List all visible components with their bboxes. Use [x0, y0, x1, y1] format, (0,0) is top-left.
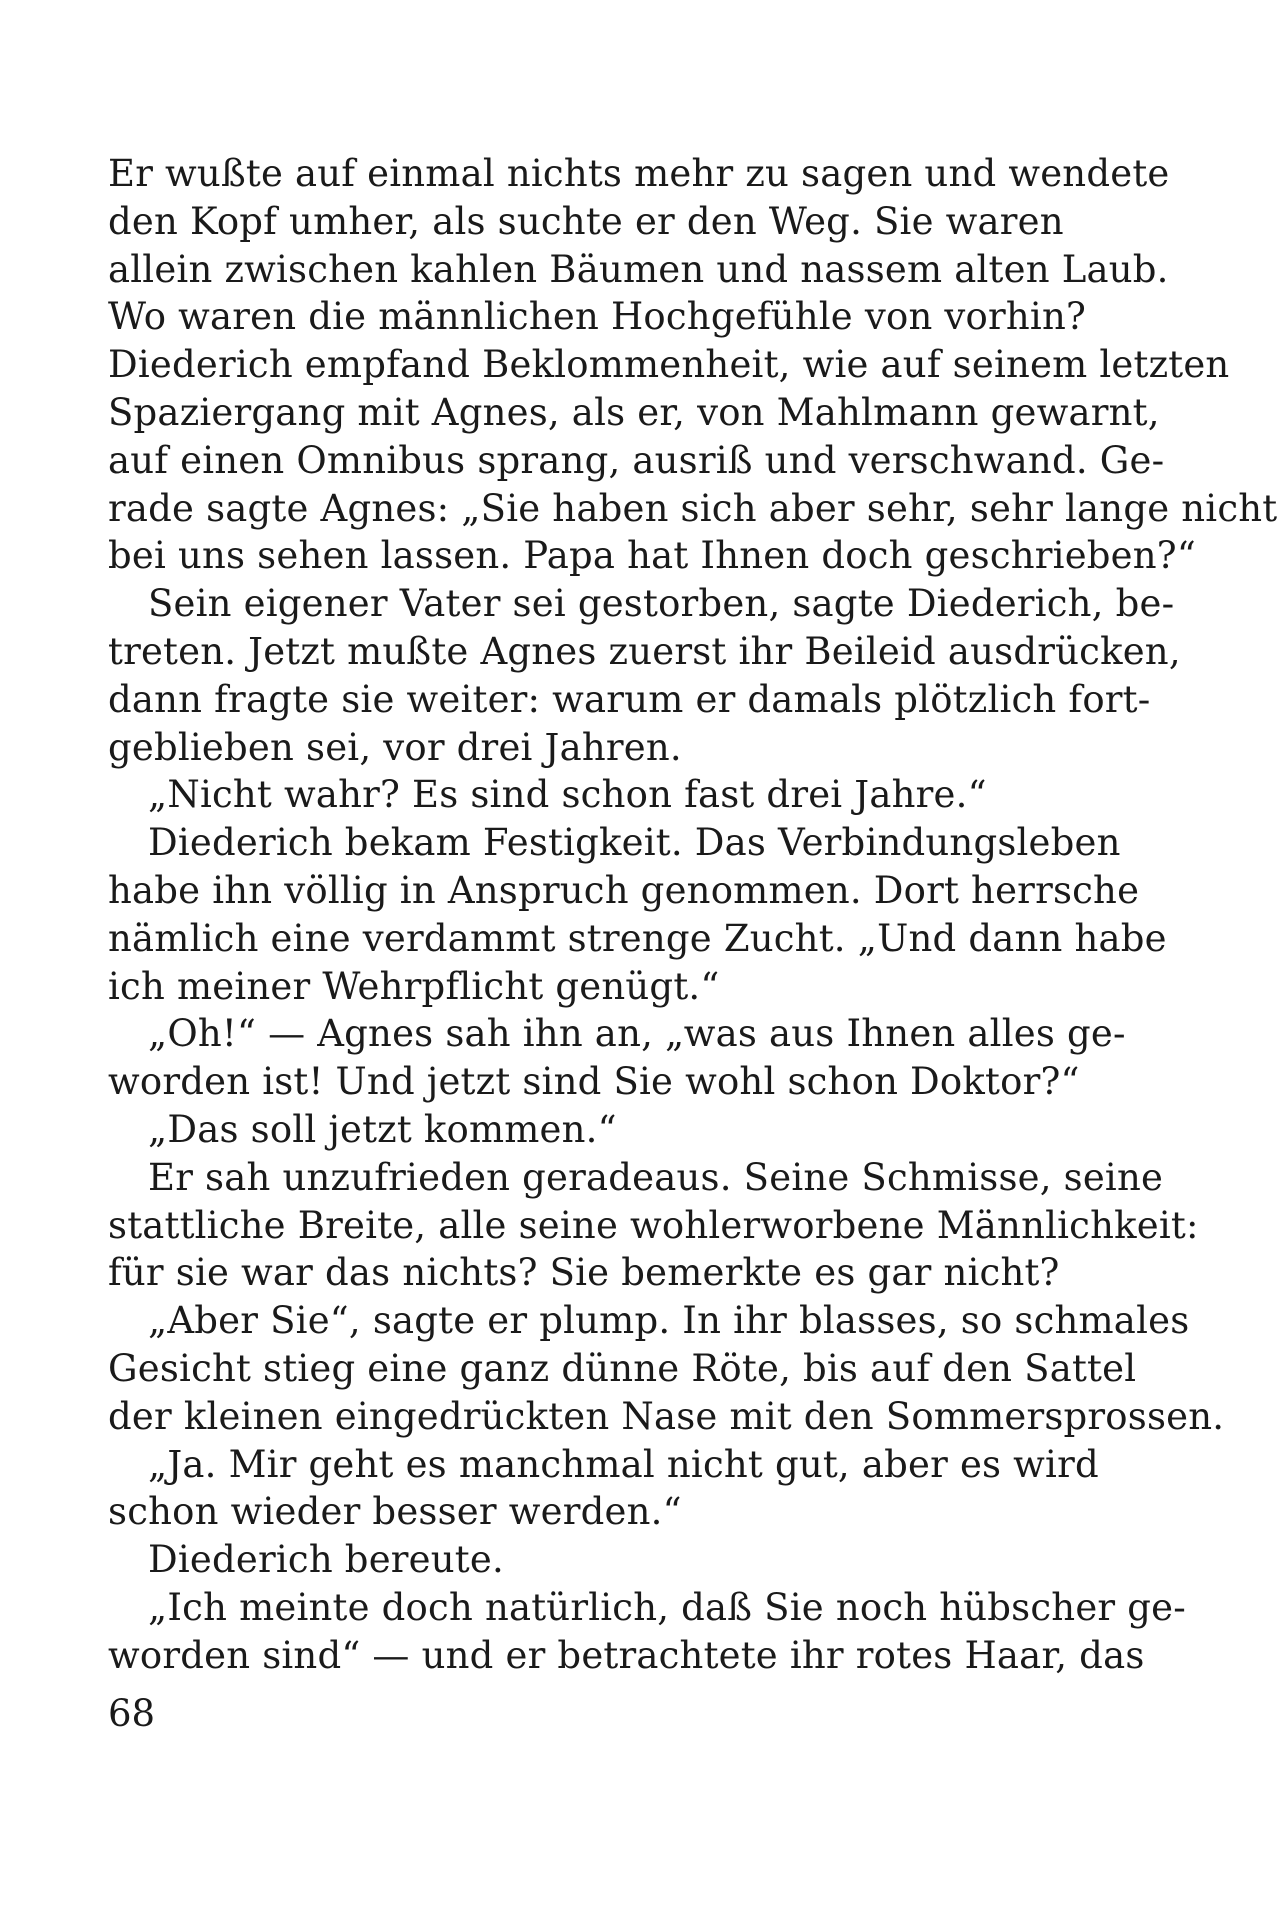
text-line: treten. Jetzt mußte Agnes zuerst ihr Beileid ausdrücken, [108, 630, 1181, 673]
text-line: den Kopf umher, als suchte er den Weg. Sie waren [108, 200, 1064, 243]
text-line: „Ja. Mir geht es manchmal nicht gut, aber es wird [148, 1443, 1099, 1486]
text-line: schon wieder besser werden.“ [108, 1490, 682, 1533]
text-line: allein zwischen kahlen Bäumen und nassem alten Laub. [108, 248, 1169, 291]
text-line: für sie war das nichts? Sie bemerkte es gar nicht? [108, 1251, 1060, 1294]
text-line: Diederich bereute. [148, 1538, 504, 1581]
page-number: 68 [108, 1692, 156, 1735]
text-line: worden ist! Und jetzt sind Sie wohl schon Doktor?“ [108, 1060, 1080, 1103]
text-line: geblieben sei, vor drei Jahren. [108, 726, 682, 769]
text-line: Diederich bekam Festigkeit. Das Verbindungsleben [148, 821, 1121, 864]
text-line: worden sind“ — und er betrachtete ihr rotes Haar, das [108, 1634, 1145, 1677]
text-line: rade sagte Agnes: „Sie haben sich aber sehr, sehr lange nicht [108, 487, 1277, 530]
text-line: auf einen Omnibus sprang, ausriß und verschwand. Ge- [108, 439, 1165, 482]
text-line: nämlich eine verdammt strenge Zucht. „Und dann habe [108, 917, 1167, 960]
text-line: Er wußte auf einmal nichts mehr zu sagen und wendete [108, 152, 1170, 195]
text-line: Spaziergang mit Agnes, als er, von Mahlmann gewarnt, [108, 391, 1160, 434]
text-line: der kleinen eingedrückten Nase mit den Sommersprossen. [108, 1395, 1225, 1438]
text-line: ich meiner Wehrpflicht genügt.“ [108, 965, 720, 1008]
text-line: Sein eigener Vater sei gestorben, sagte Diederich, be- [148, 582, 1175, 625]
text-line: Gesicht stieg eine ganz dünne Röte, bis auf den Sattel [108, 1347, 1137, 1390]
text-line: Er sah unzufrieden geradeaus. Seine Schmisse, seine [148, 1156, 1164, 1199]
text-line: stattliche Breite, alle seine wohlerworbene Männlichkeit: [108, 1204, 1199, 1247]
text-line: „Das soll jetzt kommen.“ [148, 1108, 617, 1151]
text-line: „Nicht wahr? Es sind schon fast drei Jahre.“ [148, 773, 987, 816]
text-line: „Oh!“ — Agnes sah ihn an, „was aus Ihnen alles ge- [148, 1012, 1126, 1055]
text-line: Diederich empfand Beklommenheit, wie auf seinem letzten [108, 343, 1230, 386]
text-line: „Aber Sie“, sagte er plump. In ihr blasses, so schmales [148, 1299, 1190, 1342]
text-line: bei uns sehen lassen. Papa hat Ihnen doch geschrieben?“ [108, 534, 1196, 577]
text-line: dann fragte sie weiter: warum er damals plötzlich fort- [108, 678, 1151, 721]
text-line: Wo waren die männlichen Hochgefühle von vorhin? [108, 295, 1087, 338]
text-line: habe ihn völlig in Anspruch genommen. Dort herrsche [108, 869, 1140, 912]
text-line: „Ich meinte doch natürlich, daß Sie noch hübscher ge- [148, 1586, 1186, 1629]
